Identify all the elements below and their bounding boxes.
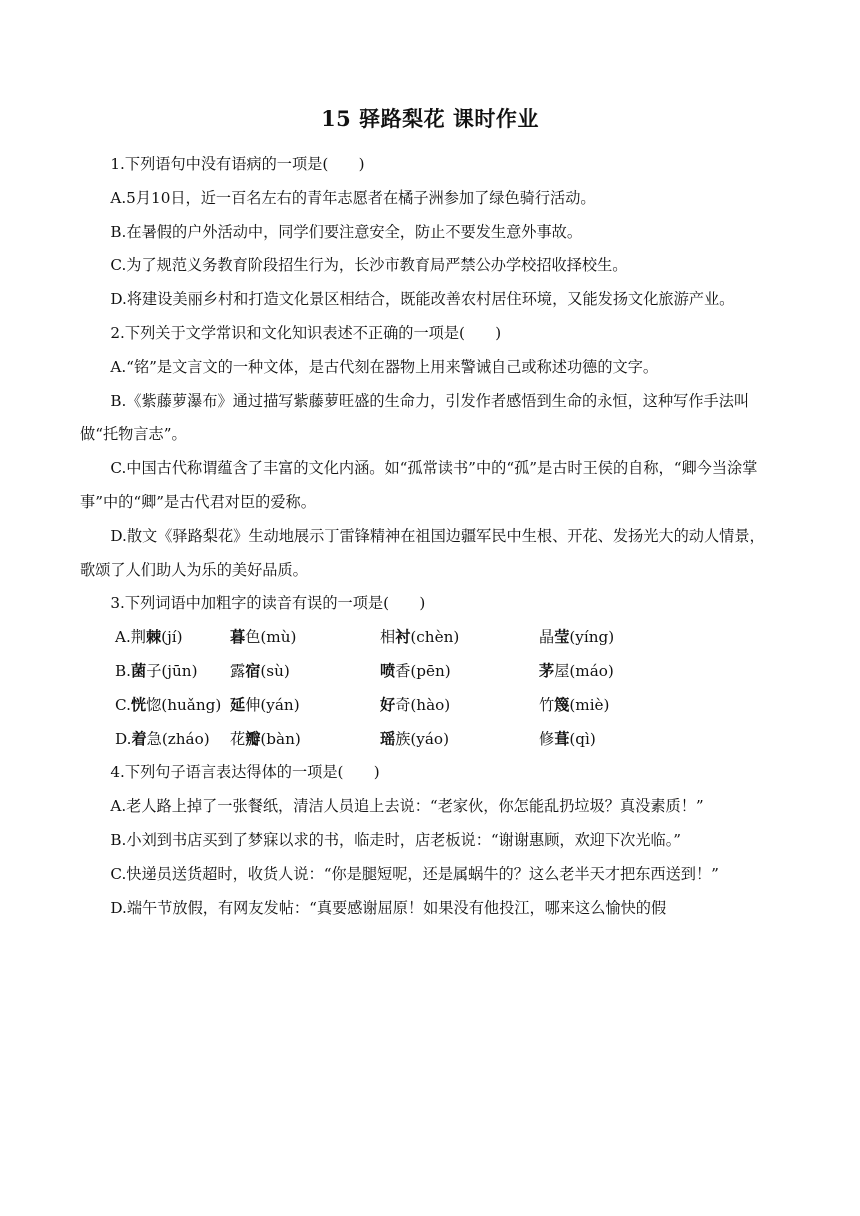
word-suffix: (chèn) xyxy=(410,628,460,647)
word-suffix: (bàn) xyxy=(260,729,301,748)
word-item xyxy=(539,689,679,723)
bold-character: 瑶 xyxy=(380,729,396,748)
bold-character: 棘 xyxy=(145,628,162,647)
word-prefix: A.荆 xyxy=(115,628,146,647)
question-2-stem: 2.下列关于文学常识和文化知识表述不正确的一项是( ) xyxy=(110,323,502,342)
word-suffix: 奇(hào) xyxy=(395,695,451,714)
word-suffix: 惚(huǎng) xyxy=(146,695,222,714)
bold-character: 篾 xyxy=(554,695,570,714)
word-prefix: 相 xyxy=(380,628,396,647)
question-3-options xyxy=(80,621,774,756)
question-1-stem: 1.下列语句中没有语病的一项是( ) xyxy=(110,155,365,173)
question-3-option-d xyxy=(80,723,774,757)
bold-character: 延 xyxy=(230,695,246,714)
bold-character: 瓣 xyxy=(245,729,261,748)
word-suffix: 族(yáo) xyxy=(395,729,450,748)
question-1-option-c: C.为了规范义务教育阶段招生行为，长沙市教育局严禁公办学校招收择校生。 xyxy=(110,256,628,275)
word-item xyxy=(380,723,539,757)
question-2-option-c: C.中国古代称谓蕴含了丰富的文化内涵。如“孤常读书”中的“孤”是古时王侯的自称，“卿今当涂掌事”中的“卿”是古代君对臣的爱称。 xyxy=(80,459,758,511)
word-item xyxy=(539,655,679,689)
word-prefix: D. xyxy=(115,729,132,748)
bold-character: 好 xyxy=(380,695,396,714)
bold-character: 恍 xyxy=(130,695,147,714)
question-4-option-c: C.快递员送货超时，收货人说：“你是腿短呢，还是属蜗牛的？这么老半天才把东西送到！” xyxy=(110,864,719,883)
bold-character: 茅 xyxy=(539,661,555,680)
question-3-stem: 3.下列词语中加粗字的读音有误的一项是( ) xyxy=(110,594,426,613)
word-item xyxy=(380,621,539,655)
word-suffix: (miè) xyxy=(569,695,610,714)
question-1-option-b: B.在暑假的户外活动中，同学们要注意安全，防止不要发生意外事故。 xyxy=(110,222,583,241)
word-item xyxy=(539,621,679,655)
question-4-option-b: B.小刘到书店买到了梦寐以求的书，临走时，店老板说：“谢谢惠顾，欢迎下次光临。” xyxy=(110,830,682,849)
word-suffix: 急(zháo) xyxy=(146,729,210,748)
word-item xyxy=(230,689,380,723)
word-item xyxy=(230,621,380,655)
word-item xyxy=(539,723,679,757)
word-suffix: 屋(máo) xyxy=(554,661,614,680)
bold-character: 喷 xyxy=(380,661,396,680)
question-3-option-a xyxy=(80,621,774,655)
question-4-stem: 4.下列句子语言表达得体的一项是( ) xyxy=(110,763,380,782)
question-4-option-d: D.端午节放假，有网友发帖：“真要感谢屈原！如果没有他投江，哪来这么愉快的假 xyxy=(110,898,667,917)
question-2-option-a: A.“铭”是文言文的一种文体，是古代刻在器物上用来警诫自己或称述功德的文字。 xyxy=(110,357,659,376)
word-suffix: 香(pēn) xyxy=(395,661,451,680)
word-prefix: 竹 xyxy=(539,695,555,714)
question-3-option-b xyxy=(80,655,774,689)
word-suffix: (sù) xyxy=(260,661,290,680)
word-suffix: 色(mù) xyxy=(245,628,297,647)
question-1-option-d: D.将建设美丽乡村和打造文化景区相结合，既能改善农村居住环境，又能发扬文化旅游产业。 xyxy=(110,290,735,309)
question-2-option-b: B.《紫藤萝瀑布》通过描写紫藤萝旺盛的生命力，引发作者感悟到生命的永恒，这种写作手法叫做“托物言志”。 xyxy=(80,391,750,444)
word-prefix: B. xyxy=(115,661,131,680)
page-title: 15 驿路梨花 课时作业 xyxy=(321,106,539,131)
word-item xyxy=(115,689,230,723)
word-prefix: 露 xyxy=(230,661,246,680)
word-item xyxy=(115,655,230,689)
word-prefix: 花 xyxy=(230,729,246,748)
bold-character: 莹 xyxy=(554,628,570,647)
word-item xyxy=(230,655,380,689)
word-suffix: 子(jūn) xyxy=(146,661,198,680)
bold-character: 衬 xyxy=(395,628,411,647)
word-suffix: (qì) xyxy=(569,729,596,748)
bold-character: 葺 xyxy=(554,729,570,748)
word-prefix: C. xyxy=(115,695,131,714)
word-prefix: 晶 xyxy=(539,628,555,647)
question-3-option-c xyxy=(80,689,774,723)
word-item xyxy=(230,723,380,757)
document-body xyxy=(80,148,774,925)
bold-character: 菌 xyxy=(131,661,147,680)
word-suffix: (yíng) xyxy=(569,628,615,647)
question-2-option-d: D.散文《驿路梨花》生动地展示丁雷锋精神在祖国边疆军民中生根、开花、发扬光大的动人情景，歌颂了人们助人为乐的美好品质。 xyxy=(80,526,765,579)
word-item xyxy=(380,655,539,689)
bold-character: 着 xyxy=(131,729,147,748)
word-item xyxy=(380,689,539,723)
question-4-option-a: A.老人路上掉了一张餐纸，清洁人员追上去说：“老家伙，你怎能乱扔垃圾？真没素质！” xyxy=(110,797,704,816)
bold-character: 暮 xyxy=(230,628,246,647)
word-suffix: 伸(yán) xyxy=(245,695,300,714)
word-suffix: (jí) xyxy=(161,628,183,647)
word-item xyxy=(115,621,230,655)
bold-character: 宿 xyxy=(245,661,261,680)
word-prefix: 修 xyxy=(539,729,555,748)
question-1-option-a: A.5月10日，近一百名左右的青年志愿者在橘子洲参加了绿色骑行活动。 xyxy=(110,188,596,207)
word-item xyxy=(115,723,230,757)
